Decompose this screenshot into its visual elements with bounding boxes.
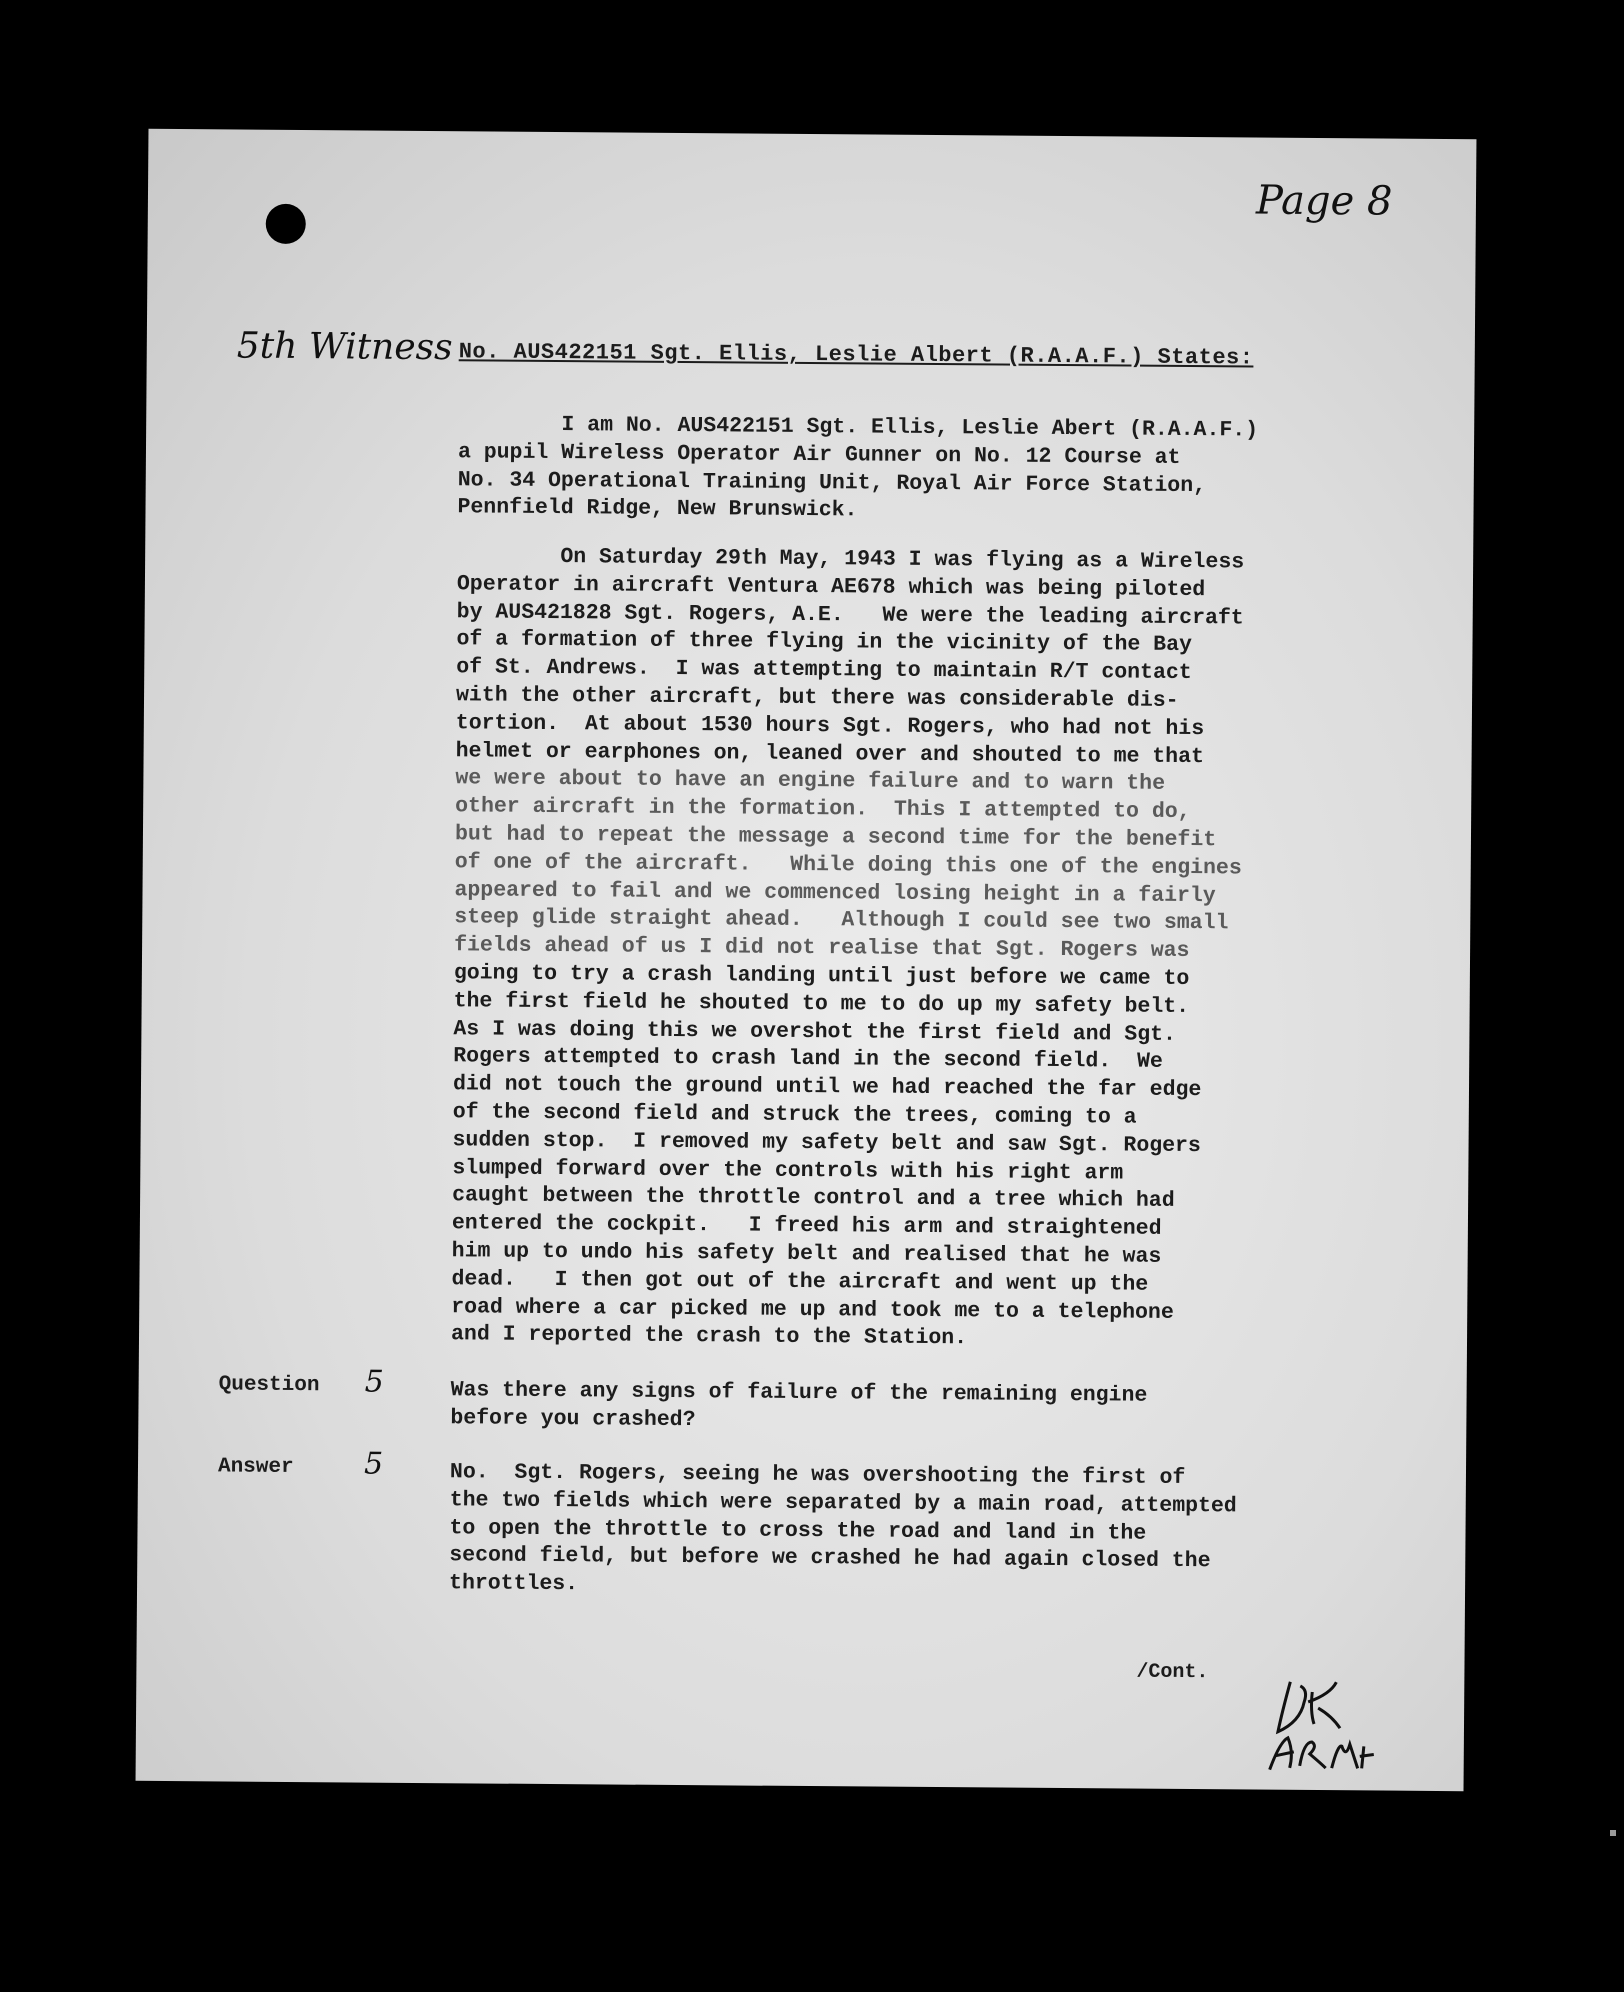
statement-paragraph-1: I am No. AUS422151 Sgt. Ellis, Leslie Abert (R.A.A.F.) a pupil Wireless Operator Air Gunner on No. 12 Course at No. 34 Operational Training Unit, Royal Air Force Station, Pennfield Ridge, New Brunswick. [457, 412, 1259, 523]
witness-margin-note: 5th Witness [236, 325, 453, 369]
answer-text: No. Sgt. Rogers, seeing he was overshooting the first of the two fields which were separated by a main road, attempted to open the throttle to cross the road and land in the second field, but before we crashed he had again closed the throttles. [448, 1460, 1237, 1597]
paragraph-2-part-b: we were about to have an engine failure and to warn the other aircraft in the formation. This I attempted to do, but had to repeat the message a second time for the benefit of one of the aircraft. While doing this one of the engines appeared to fail and we commenced losing height in a fairly steep glide straight ahead. Although I could see two small fields ahead of us I did not realise that Sgt. Rogers was [454, 766, 1242, 964]
question-text: Was there any signs of failure of the remaining engine before you crashed? [450, 1378, 1148, 1432]
paragraph-2-part-c: going to try a crash landing until just before we came to the first field he shouted to me to do up my safety belt. As I was doing this we overshot the first field and Sgt. Rogers attempted to crash land in the second field. We did not touch the ground until we had reached the far edge of the second field and struck the trees, coming to a sudden stop. I removed my safety belt and saw Sgt. Rogers slumped forward over the controls with his right arm caught between the throttle control and a tree which had entered the cockpit. I freed his arm and straightened him up to undo his safety belt and realised that he was dead. I then got out of the aircraft and went up the road where a car picked me up and took me to a telephone and I reported the crash to the Station. [450, 961, 1202, 1351]
page-number-note: Page 8 [1255, 177, 1393, 225]
statement-paragraph-2 [451, 543, 1357, 1356]
punch-hole [266, 204, 306, 244]
continued-note: /Cont. [1136, 1660, 1209, 1685]
answer-label: Answer [217, 1455, 294, 1479]
answer-number: 5 [363, 1446, 384, 1482]
scan-artifact [1610, 1830, 1616, 1836]
document-page [136, 129, 1477, 1791]
initials-signature [1260, 1672, 1381, 1773]
statement-heading: No. AUS422151 Sgt. Ellis, Leslie Albert (R.A.A.F.) States: [458, 339, 1254, 371]
paragraph-2-part-a: On Saturday 29th May, 1943 I was flying as a Wireless Operator in aircraft Ventura AE678 which was being piloted by AUS421828 Sgt. Rogers, A.E. We were the leading aircraft of a formation of three flying in the vicinity of the Bay of St. Andrews. I was attempting to maintain R/T contact with the other aircraft, but there was considerable dis- tortion. At about 1530 hours Sgt. Rogers, who had not his helmet or earphones on, leaned over and shouted to me that [455, 544, 1245, 769]
question-label: Question [218, 1373, 320, 1398]
question-number: 5 [364, 1364, 384, 1400]
